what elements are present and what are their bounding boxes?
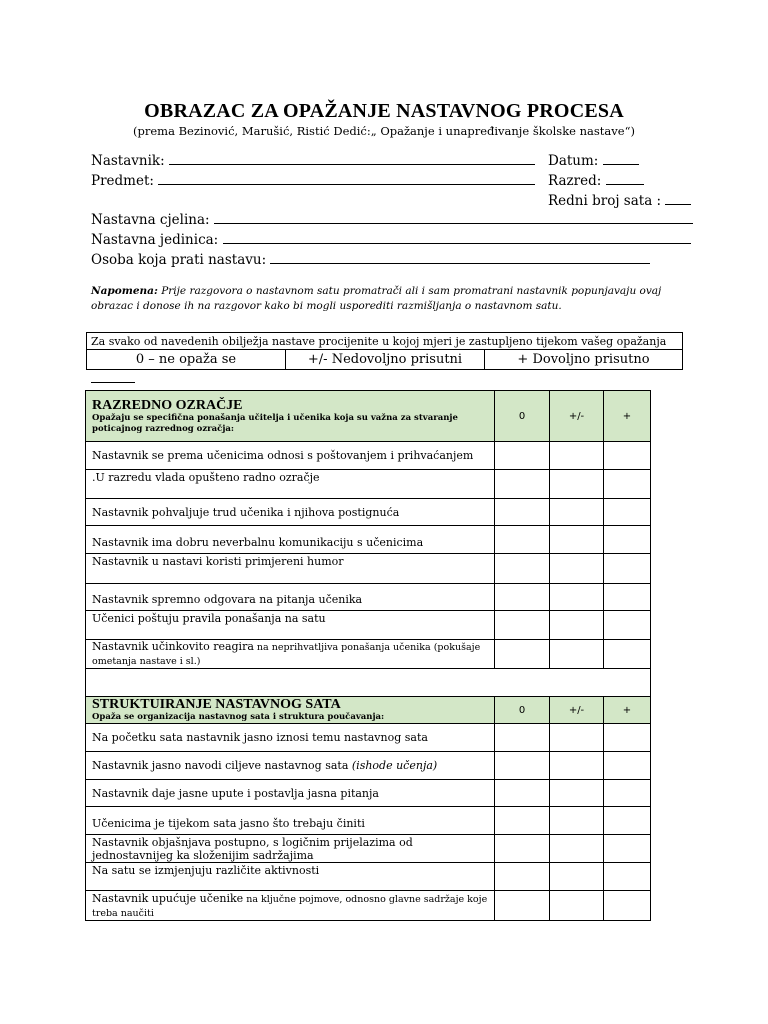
rating-cell-zero[interactable] <box>495 442 550 470</box>
unit-field[interactable] <box>91 210 693 229</box>
section-description: Opažaju se specifična ponašanja učitelja i učenika koja su važna za stvaranje poticajnog razrednog ozračja: <box>92 412 458 434</box>
criterion-label <box>86 752 495 780</box>
rating-cell-plus[interactable] <box>604 752 651 780</box>
table-row <box>86 442 651 470</box>
page-title: OBRAZAC ZA OPAŽANJE NASTAVNOG PROCESA <box>144 100 624 122</box>
criterion-small-text: na ključne pojmove, odnosno glavne sadržaje koje treba naučiti <box>92 893 488 919</box>
rating-cell-partial[interactable] <box>550 611 604 640</box>
criterion-main-text: Nastavnik upućuje učenike <box>92 891 244 905</box>
page-subtitle: (prema Bezinović, Marušić, Ristić Dedić:„ Opažanje i unapređivanje školske nastave“) <box>133 124 635 138</box>
observer-label: Osoba koja prati nastavu: <box>91 252 267 268</box>
rating-cell-partial[interactable] <box>550 640 604 669</box>
scale-instruction: Za svako od navedenih obilježja nastave procijenite u kojoj mjeri je zastupljeno tijekom vašeg opažanja <box>87 333 683 350</box>
criterion-label: Na početku sata nastavnik jasno iznosi temu nastavnog sata <box>86 724 495 752</box>
rating-cell-partial[interactable] <box>550 724 604 752</box>
topic-label: Nastavna jedinica: <box>91 232 219 248</box>
criterion-main-text: Nastavnik jasno navodi ciljeve nastavnog sata <box>92 759 352 772</box>
rating-cell-plus[interactable] <box>604 554 651 584</box>
rating-cell-zero[interactable] <box>495 499 550 526</box>
criterion-label: Nastavnik daje jasne upute i postavlja jasna pitanja <box>86 780 495 807</box>
topic-field[interactable] <box>91 230 691 249</box>
rating-cell-zero[interactable] <box>495 526 550 554</box>
table-row <box>86 752 651 780</box>
rating-cell-zero[interactable] <box>495 891 550 921</box>
rating-cell-zero[interactable] <box>495 611 550 640</box>
class-label: Razred: <box>548 173 602 189</box>
section-header-cell <box>86 391 495 442</box>
rating-cell-plus[interactable] <box>604 807 651 835</box>
rating-cell-zero[interactable] <box>495 470 550 499</box>
table-row <box>86 724 651 752</box>
rating-cell-partial[interactable] <box>550 526 604 554</box>
rating-cell-partial[interactable] <box>550 891 604 921</box>
rating-cell-partial[interactable] <box>550 442 604 470</box>
section-description: Opaža se organizacija nastavnog sata i struktura poučavanja: <box>92 712 385 722</box>
rating-cell-partial[interactable] <box>550 835 604 863</box>
observer-field[interactable] <box>91 250 650 269</box>
column-zero: 0 <box>495 697 550 724</box>
rating-cell-partial[interactable] <box>550 470 604 499</box>
observer-input-line[interactable] <box>270 250 650 264</box>
subject-input-line[interactable] <box>158 171 535 185</box>
date-input-line[interactable] <box>603 151 639 165</box>
rating-cell-plus[interactable] <box>604 526 651 554</box>
spacer-row <box>86 669 651 697</box>
section-classroom-climate <box>85 390 651 697</box>
criterion-label: Nastavnik u nastavi koristi primjereni humor <box>86 554 495 584</box>
table-row <box>86 470 651 499</box>
column-partial: +/- <box>550 391 604 442</box>
subject-label: Predmet: <box>91 173 154 189</box>
note-label: Napomena: <box>91 285 158 297</box>
scale-option-none: 0 – ne opaža se <box>87 350 286 370</box>
rating-cell-partial[interactable] <box>550 584 604 611</box>
table-row <box>86 526 651 554</box>
column-partial: +/- <box>550 697 604 724</box>
table-row <box>86 807 651 835</box>
section-header-cell <box>86 697 495 724</box>
section-lesson-structure <box>85 696 651 921</box>
rating-cell-zero[interactable] <box>495 584 550 611</box>
teacher-label: Nastavnik: <box>91 153 165 169</box>
rating-cell-plus[interactable] <box>604 835 651 863</box>
criterion-label: Učenici poštuju pravila ponašanja na satu <box>86 611 495 640</box>
criterion-italic-text: (ishode učenja) <box>351 759 438 772</box>
unit-label: Nastavna cjelina: <box>91 212 210 228</box>
topic-input-line[interactable] <box>223 230 691 244</box>
table-row <box>86 835 651 863</box>
criterion-label: Učenicima je tijekom sata jasno što trebaju činiti <box>86 807 495 835</box>
criterion-label: Nastavnik se prema učenicima odnosi s poštovanjem i prihvaćanjem <box>86 442 495 470</box>
date-field[interactable] <box>548 151 639 170</box>
table-row <box>86 584 651 611</box>
column-plus: + <box>604 697 651 724</box>
rating-cell-partial[interactable] <box>550 554 604 584</box>
criterion-label: Na satu se izmjenjuju različite aktivnosti <box>86 863 495 891</box>
criterion-label <box>86 640 495 669</box>
section-header <box>86 391 651 442</box>
rating-cell-plus[interactable] <box>604 891 651 921</box>
rating-cell-zero[interactable] <box>495 752 550 780</box>
rating-cell-plus[interactable] <box>604 584 651 611</box>
rating-cell-plus[interactable] <box>604 640 651 669</box>
class-input-line[interactable] <box>606 171 644 185</box>
scale-option-sufficient: + Dovoljno prisutno <box>485 350 683 370</box>
rating-cell-partial[interactable] <box>550 752 604 780</box>
criterion-label: Nastavnik ima dobru neverbalnu komunikaciju s učenicima <box>86 526 495 554</box>
divider <box>91 382 135 383</box>
rating-cell-zero[interactable] <box>495 863 550 891</box>
table-row <box>86 554 651 584</box>
class-field[interactable] <box>548 171 644 190</box>
rating-cell-plus[interactable] <box>604 863 651 891</box>
section-title: STRUKTUIRANJE NASTAVNOG SATA <box>92 697 341 712</box>
rating-cell-plus[interactable] <box>604 499 651 526</box>
date-label: Datum: <box>548 153 599 169</box>
rating-cell-plus[interactable] <box>604 780 651 807</box>
criterion-main-text: Nastavnik učinkovito reagira <box>92 640 254 653</box>
note-text: Prije razgovora o nastavnom satu promatrači ali i sam promatrani nastavnik popunjavaju ovaj obrazac i donose ih na razgovor kako bi mogli usporediti razmišljanja o nastavnom satu. <box>91 285 662 312</box>
rating-cell-zero[interactable] <box>495 724 550 752</box>
table-row <box>86 863 651 891</box>
lesson-number-label: Redni broj sata : <box>548 193 662 209</box>
rating-cell-partial[interactable] <box>550 780 604 807</box>
rating-cell-zero[interactable] <box>495 780 550 807</box>
rating-cell-plus[interactable] <box>604 611 651 640</box>
table-row <box>86 640 651 669</box>
rating-cell-plus[interactable] <box>604 724 651 752</box>
teacher-field[interactable] <box>91 151 535 170</box>
lesson-number-input-line[interactable] <box>665 191 691 205</box>
scale-option-insufficient: +/- Nedovoljno prisutni <box>286 350 485 370</box>
criterion-label: Nastavnik spremno odgovara na pitanja učenika <box>86 584 495 611</box>
lesson-number-field[interactable] <box>548 191 691 210</box>
criterion-small-text: na neprihvatljiva ponašanja učenika (pokušaje ometanja nastave i sl.) <box>92 642 481 667</box>
table-row <box>86 499 651 526</box>
criterion-label: Nastavnik objašnjava postupno, s logičnim prijelazima od jednostavnijeg ka složenijim sadržajima <box>86 835 495 863</box>
criterion-label: .U razredu vlada opušteno radno ozračje <box>86 470 495 499</box>
section-title: RAZREDNO OZRAČJE <box>92 397 243 413</box>
table-row <box>86 611 651 640</box>
table-row <box>86 780 651 807</box>
subject-field[interactable] <box>91 171 535 190</box>
rating-cell-partial[interactable] <box>550 499 604 526</box>
criterion-label: Nastavnik pohvaljuje trud učenika i njihova postignuća <box>86 499 495 526</box>
rating-cell-plus[interactable] <box>604 442 651 470</box>
section-header <box>86 697 651 724</box>
unit-input-line[interactable] <box>214 210 693 224</box>
note <box>91 284 681 314</box>
teacher-input-line[interactable] <box>169 151 535 165</box>
spacer-cell <box>86 669 651 697</box>
rating-cell-zero[interactable] <box>495 554 550 584</box>
rating-scale-legend <box>86 332 683 370</box>
criterion-label <box>86 891 495 921</box>
rating-cell-zero[interactable] <box>495 640 550 669</box>
column-plus: + <box>604 391 651 442</box>
column-zero: 0 <box>495 391 550 442</box>
rating-cell-zero[interactable] <box>495 835 550 863</box>
rating-cell-partial[interactable] <box>550 807 604 835</box>
rating-cell-partial[interactable] <box>550 863 604 891</box>
rating-cell-plus[interactable] <box>604 470 651 499</box>
table-row <box>86 891 651 921</box>
rating-cell-zero[interactable] <box>495 807 550 835</box>
